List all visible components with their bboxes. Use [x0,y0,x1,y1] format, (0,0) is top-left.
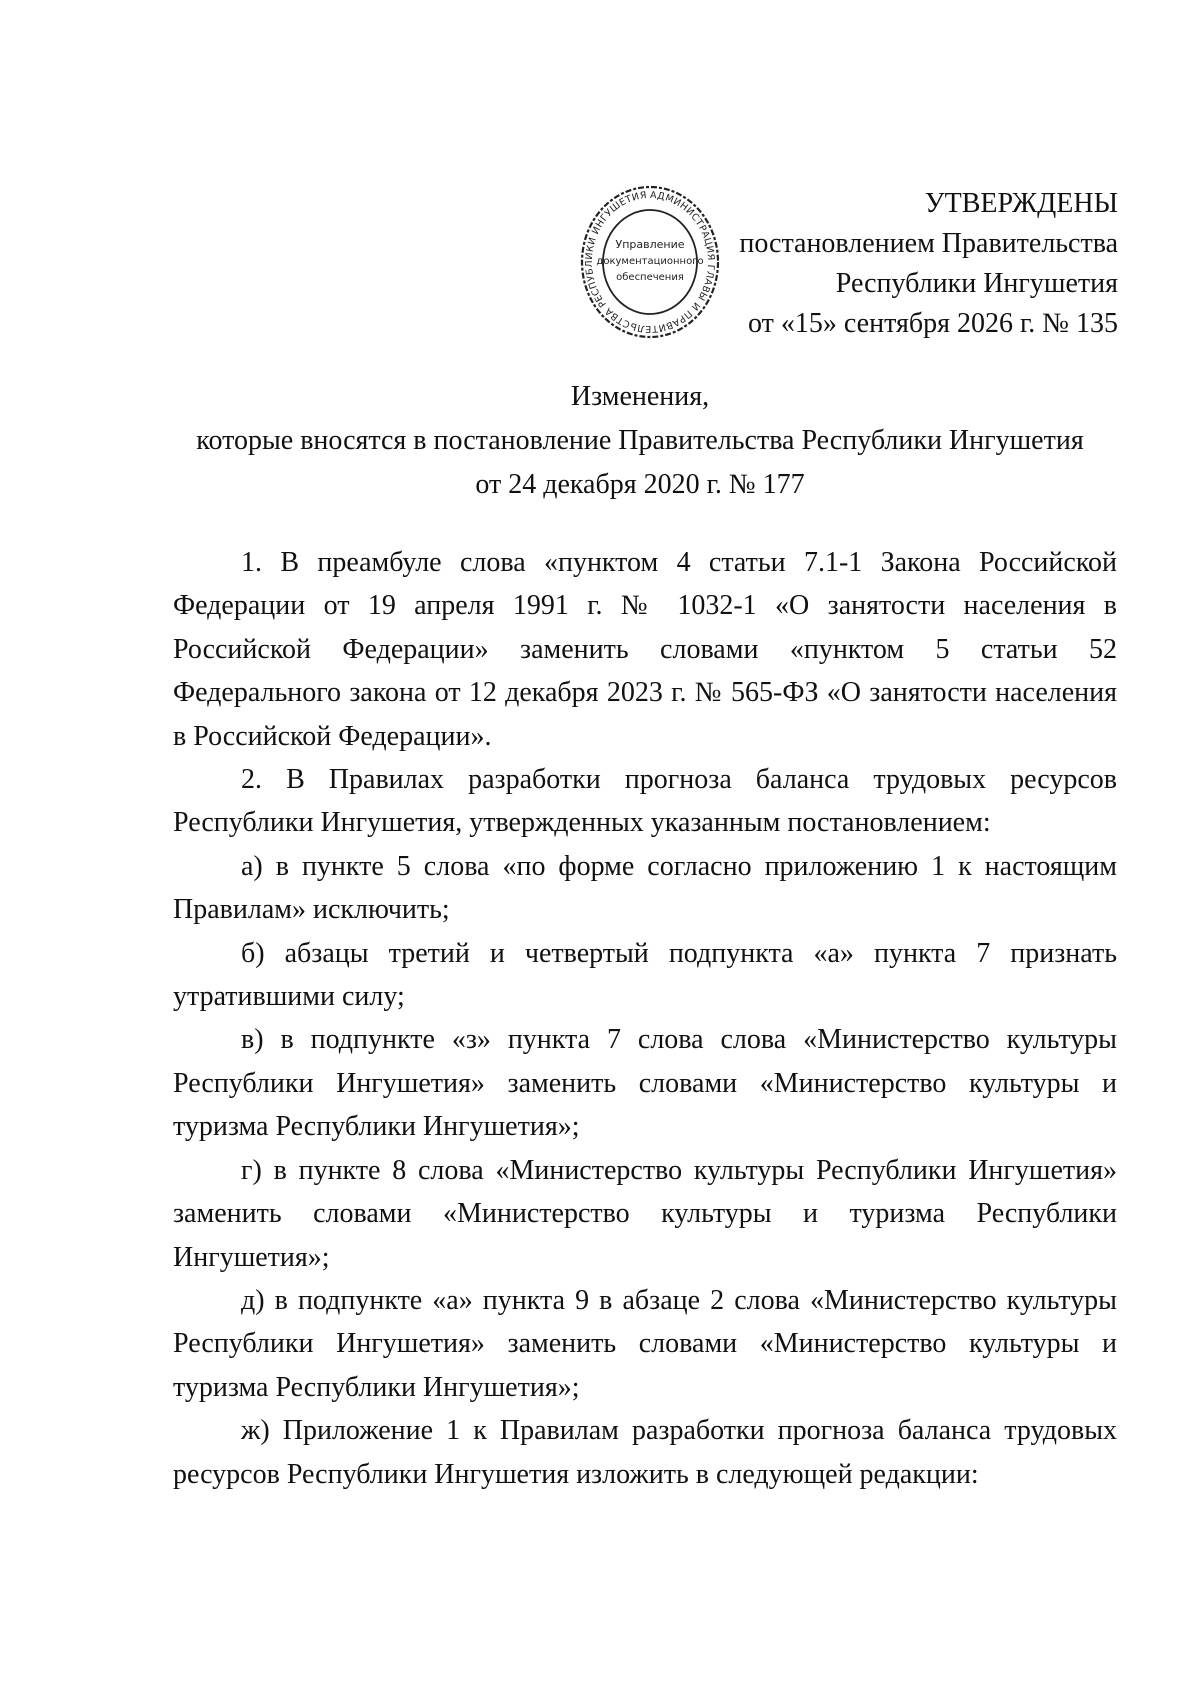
approval-block [688,184,1118,344]
paragraph-zh: ж) Приложение 1 к Правилам разработки прогноза баланса трудовых ресурсов Республики Ингушетия изложить в следующей редакции: [173,1415,1117,1490]
paragraph-1: 1. В преамбуле слова «пунктом 4 статьи 7.1-1 Закона Российской Федерации от 19 апреля 1991 г. № 1032-1 «О занятости населения в Российской Федерации» заменить словами «пунктом 5 статьи 52 Федерального закона от 12 декабря 2023 г. № 565-ФЗ «О занятости населения в Российской Федерации». [173,547,1117,752]
approval-date-number: от «15» сентября 2026 г. № 135 [748,308,1118,339]
approval-by-resolution: постановлением Правительства [739,228,1118,259]
approval-title: УТВЕРЖДЕНЫ [924,188,1118,219]
svg-text:АДМИНИСТРАЦИЯ ГЛАВЫ И ПРАВИТЕЛ: АДМИНИСТРАЦИЯ ГЛАВЫ И ПРАВИТЕЛЬСТВА РЕСПУБЛИКИ ИНГУШЕТИЯ [583,189,717,335]
heading-title: Изменения, [570,381,710,412]
paragraph-g: г) в пункте 8 слова «Министерство культуры Республики Ингушетия» заменить словами «Министерство культуры и туризма Республики Ингушетия»; [173,1154,1117,1273]
approval-republic: Республики Ингушетия [835,268,1118,299]
paragraph-2: 2. В Правилах разработки прогноза баланса трудовых ресурсов Республики Ингушетия, утвержденных указанным постановлением: [173,764,1117,839]
svg-text:Управление: Управление [615,238,685,251]
paragraph-b: б) абзацы третий и четвертый подпункта «а» пункта 7 признать утратившими силу; [173,937,1117,1013]
paragraph-v: в) в подпункте «з» пункта 7 слова слова «Министерство культуры Республики Ингушетия» заменить словами «Министерство культуры и туризма Республики Ингушетия»; [173,1024,1117,1143]
heading-subtitle: которые вносятся в постановление Правительства Республики Ингушетия [196,425,1084,456]
heading-date-number: от 24 декабря 2020 г. № 177 [475,469,805,500]
document-body [173,541,1117,1496]
paragraph-d: д) в подпункте «а» пункта 9 в абзаце 2 слова «Министерство культуры Республики Ингушетия» заменить словами «Министерство культуры и туризма Республики Ингушетия»; [173,1284,1117,1403]
paragraph-a: а) в пункте 5 слова «по форме согласно приложению 1 к настоящим Правилам» исключить; [173,850,1117,926]
svg-text:документационного: документационного [596,256,704,267]
svg-text:обеспечения: обеспечения [616,272,684,283]
document-heading [170,375,1110,507]
